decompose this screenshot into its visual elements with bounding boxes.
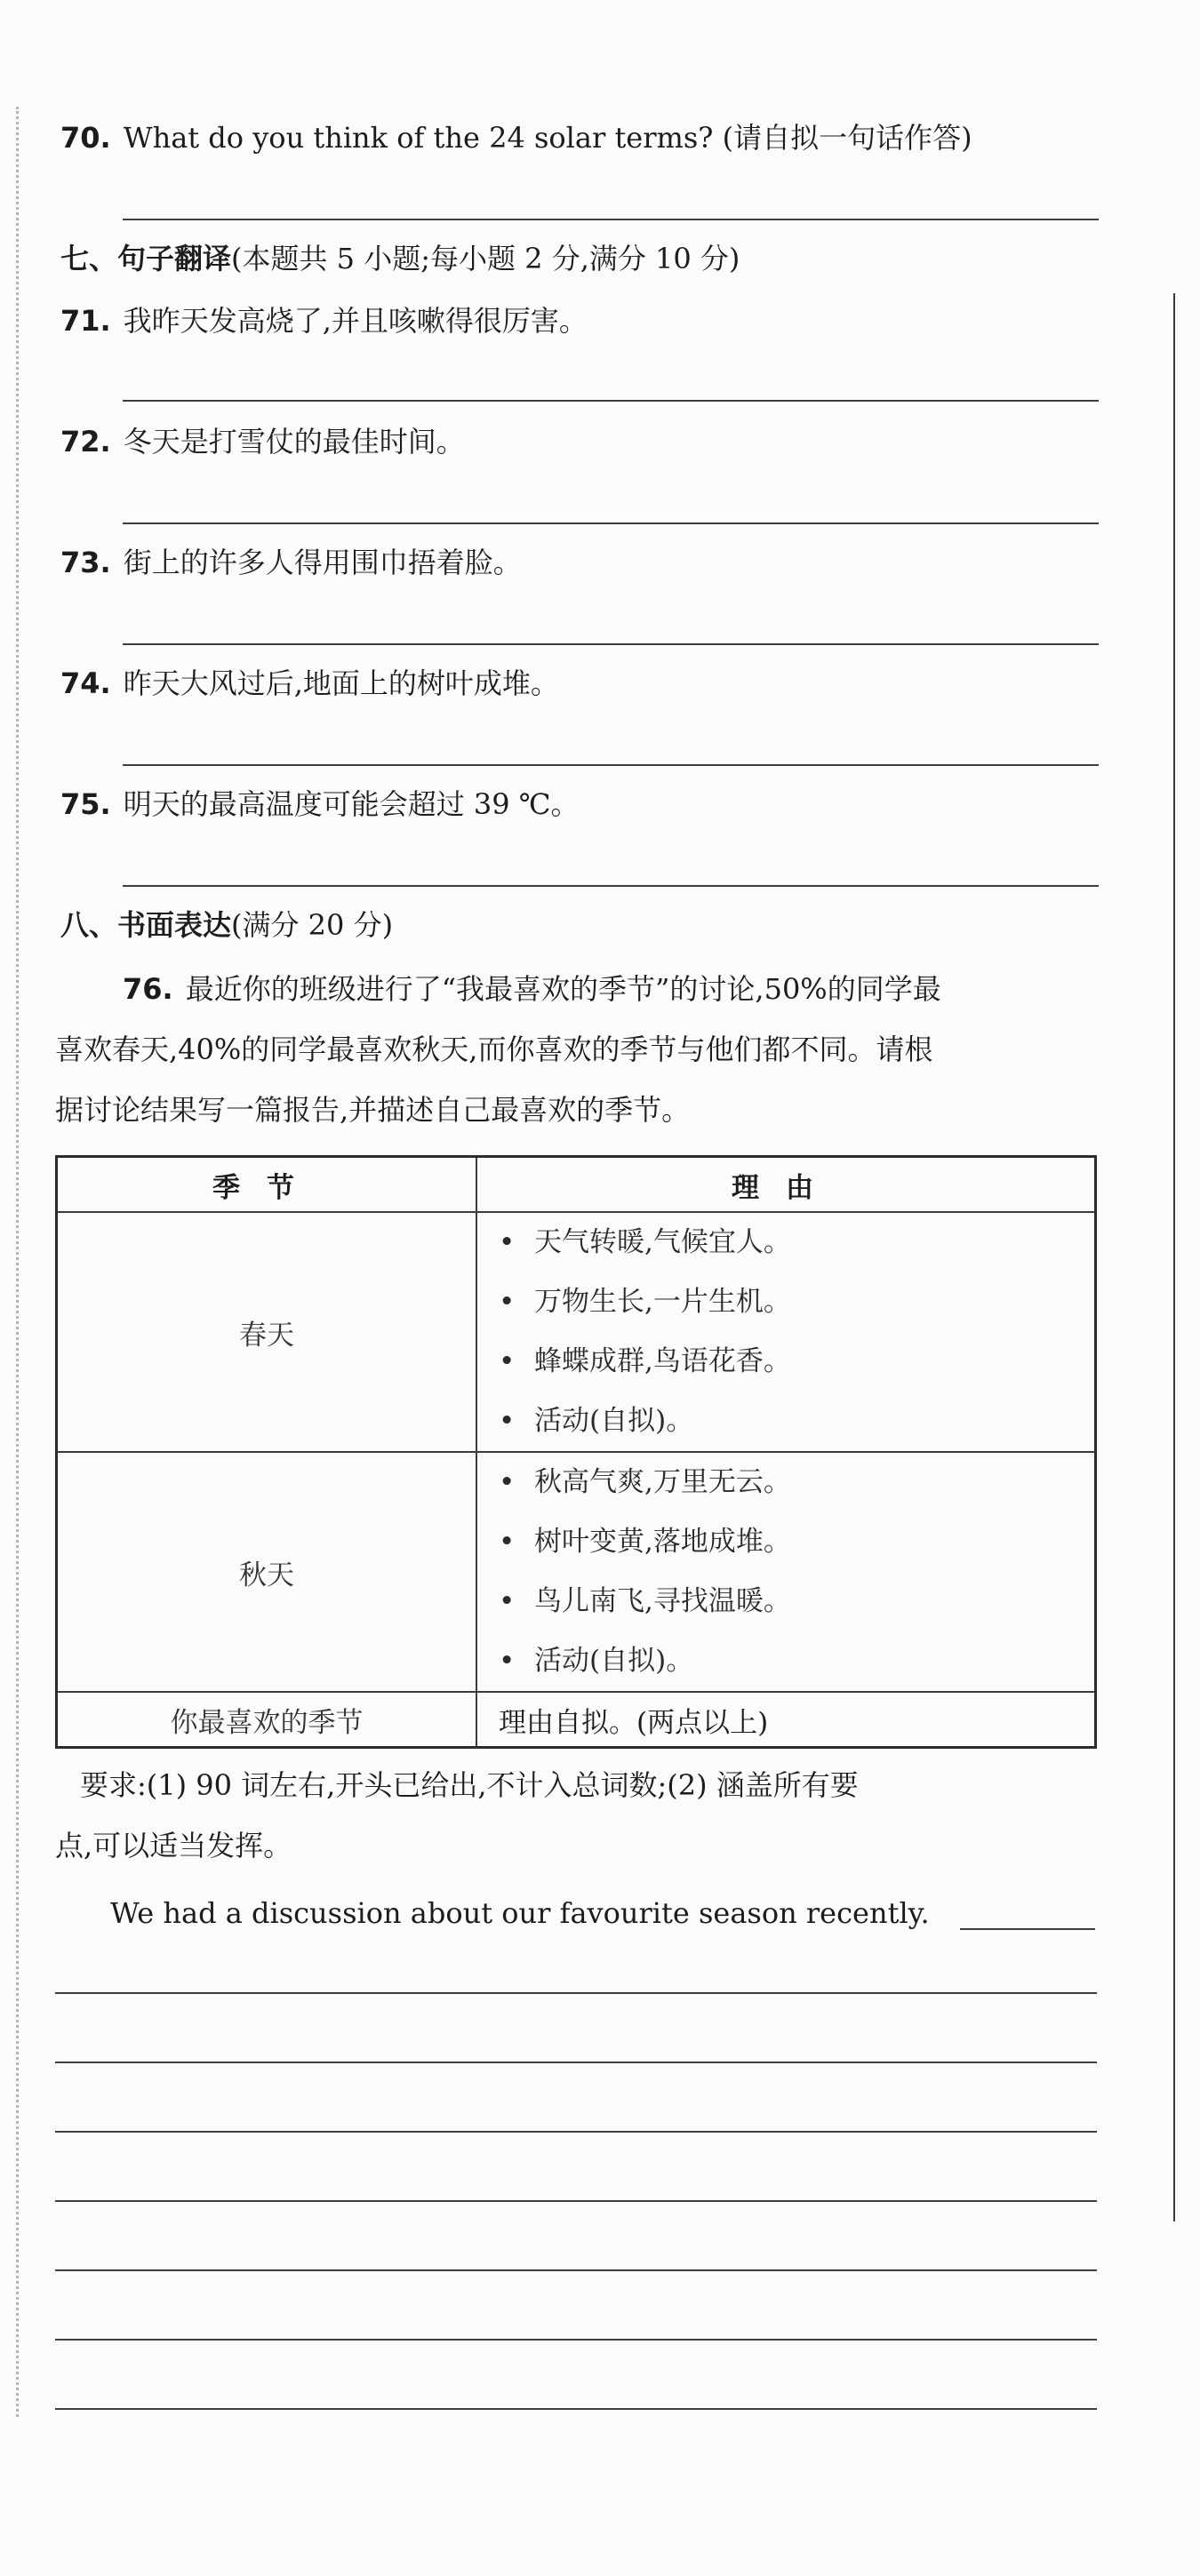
section-7-heading [60, 242, 740, 275]
answer-line-72[interactable] [123, 522, 1099, 524]
question-number: 76. [123, 972, 173, 1006]
list-item [499, 1631, 1094, 1691]
header-season: 季节 [57, 1157, 477, 1213]
seasons-table [55, 1155, 1097, 1749]
question-75 [60, 787, 580, 821]
reason-text: 天气转暖,气候宜人。 [534, 1226, 791, 1258]
essay-line[interactable] [55, 2131, 1097, 2133]
section-note: (本题共 5 小题;每小题 2 分,满分 10 分) [231, 242, 740, 275]
binding-margin [16, 107, 19, 2417]
answer-line-75[interactable] [123, 885, 1099, 887]
reason-text: 蜂蝶成群,鸟语花香。 [534, 1345, 791, 1377]
question-76-line-3: 据讨论结果写一篇报告,并描述自己最喜欢的季节。 [55, 1093, 691, 1127]
bullet-icon: • [499, 1645, 516, 1677]
list-item [499, 1213, 1094, 1272]
table-row-autumn [57, 1452, 1096, 1692]
season-autumn: 秋天 [57, 1452, 477, 1692]
requirements-line-1: 要求:(1) 90 词左右,开头已给出,不计入总词数;(2) 涵盖所有要 [80, 1768, 859, 1802]
question-text: 明天的最高温度可能会超过 39 ℃。 [123, 787, 580, 821]
essay-line[interactable] [55, 2408, 1097, 2410]
essay-line[interactable] [55, 2269, 1097, 2271]
question-number: 73. [60, 546, 111, 579]
section-title: 七、句子翻译 [60, 242, 232, 275]
answer-line-70[interactable] [123, 219, 1099, 220]
question-74 [60, 666, 559, 700]
question-number: 72. [60, 425, 111, 459]
bullet-icon: • [499, 1466, 516, 1498]
list-item [499, 1332, 1094, 1392]
essay-line[interactable] [55, 1992, 1097, 1994]
question-number: 70. [60, 121, 111, 155]
essay-line[interactable] [55, 2339, 1097, 2341]
question-text: 昨天大风过后,地面上的树叶成堆。 [123, 666, 559, 700]
bullet-icon: • [499, 1286, 516, 1318]
essay-inline-blank[interactable] [960, 1928, 1095, 1930]
question-text: 冬天是打雪仗的最佳时间。 [123, 425, 465, 459]
section-8-heading [60, 908, 393, 942]
header-reason: 理由 [476, 1157, 1096, 1213]
list-item [499, 1572, 1094, 1631]
reason-text: 树叶变黄,落地成堆。 [534, 1526, 791, 1558]
question-text: What do you think of the 24 solar terms? (请自拟一句话作答) [123, 121, 972, 155]
reason-text: 鸟儿南飞,寻找温暖。 [534, 1585, 791, 1617]
essay-line[interactable] [55, 2062, 1097, 2063]
question-73 [60, 546, 522, 579]
question-76-line-2: 喜欢春天,40%的同学最喜欢秋天,而你喜欢的季节与他们都不同。请根 [55, 1033, 933, 1066]
spring-reasons [476, 1212, 1096, 1452]
list-item [499, 1453, 1094, 1512]
section-title: 八、书面表达 [60, 908, 232, 942]
bullet-icon: • [499, 1585, 516, 1617]
requirements-line-2: 点,可以适当发挥。 [55, 1829, 292, 1862]
reason-text: 万物生长,一片生机。 [534, 1286, 791, 1318]
question-number: 75. [60, 787, 111, 821]
list-item [499, 1512, 1094, 1572]
essay-opening: We had a discussion about our favourite season recently. [110, 1896, 930, 1930]
question-number: 71. [60, 304, 111, 338]
page-edge [1173, 293, 1175, 2221]
season-yours: 你最喜欢的季节 [57, 1692, 477, 1748]
bullet-icon: • [499, 1526, 516, 1558]
answer-line-74[interactable] [123, 764, 1099, 766]
table-row-yours [57, 1692, 1096, 1748]
question-text: 街上的许多人得用围巾捂着脸。 [123, 546, 522, 579]
question-72 [60, 425, 465, 459]
table-row-spring [57, 1212, 1096, 1452]
bullet-icon: • [499, 1226, 516, 1258]
autumn-reasons [476, 1452, 1096, 1692]
reason-text: 活动(自拟)。 [534, 1405, 694, 1437]
question-text: 最近你的班级进行了“我最喜欢的季节”的讨论,50%的同学最 [185, 972, 941, 1006]
yours-reason: 理由自拟。(两点以上) [476, 1692, 1096, 1748]
table-header-row [57, 1157, 1096, 1213]
reason-text: 秋高气爽,万里无云。 [534, 1466, 791, 1498]
section-note: (满分 20 分) [231, 908, 394, 942]
question-76-line-1 [123, 972, 941, 1006]
question-71 [60, 304, 588, 338]
question-70 [60, 121, 972, 155]
question-text: 我昨天发高烧了,并且咳嗽得很厉害。 [123, 304, 588, 338]
list-item [499, 1392, 1094, 1451]
bullet-icon: • [499, 1345, 516, 1377]
list-item [499, 1272, 1094, 1332]
answer-line-71[interactable] [123, 400, 1099, 402]
season-spring: 春天 [57, 1212, 477, 1452]
question-number: 74. [60, 666, 111, 700]
essay-line[interactable] [55, 2200, 1097, 2202]
bullet-icon: • [499, 1405, 516, 1437]
answer-line-73[interactable] [123, 643, 1099, 645]
reason-text: 活动(自拟)。 [534, 1645, 694, 1677]
